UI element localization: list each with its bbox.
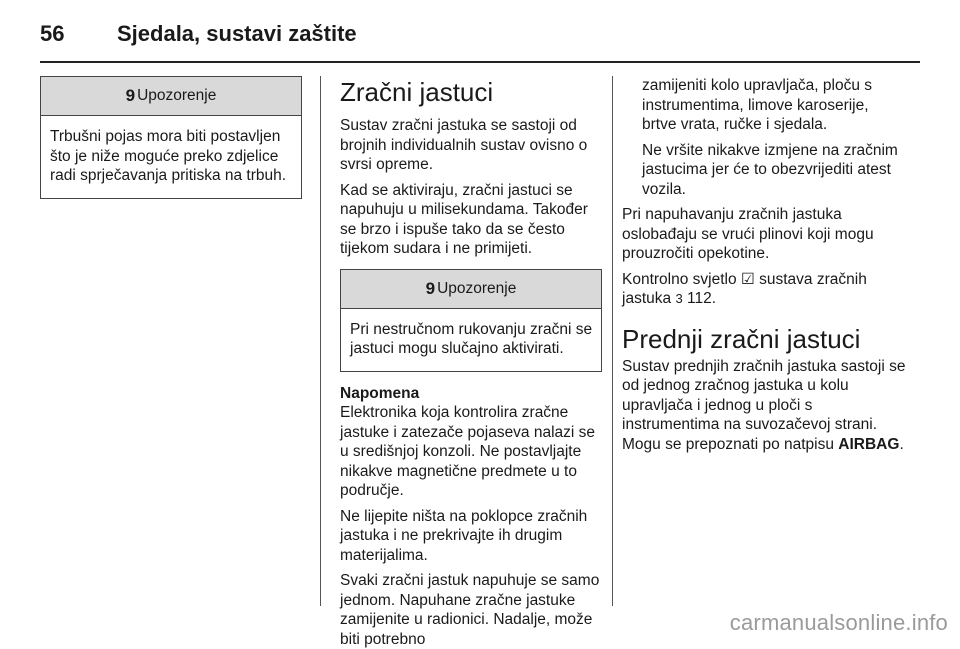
paragraph: Kad se aktiviraju, zračni jastuci se napuhuju u milisekundama. Također se brzo i ispuše tako da se često tijekom sudara i ne primijeti. [340, 181, 588, 257]
paragraph: Sustav zračni jastuka se sastoji od brojnih individualnih sustav ovisno o svrsi opreme. [340, 117, 588, 173]
warning-title: Upozorenje [437, 279, 517, 297]
page-number: 56 [40, 21, 65, 46]
column-1 [40, 76, 302, 199]
note-continuation: Ne vršite nikakve izmjene na zračnim jastucima jer će to obezvrijediti atest vozila. [642, 141, 898, 198]
warning-box-belt [40, 76, 302, 199]
page-reference-icon: 3 [675, 291, 683, 306]
warning-icon: 9 [125, 86, 136, 106]
paragraph: Sustav prednjih zračnih jastuka sastoji se od jednog zračnog jastuka u kolu upravljača i jednog u ploči s instrumentima na suvozačevoj strani. Mogu se prepoznati po natpisu AIRBAG. [622, 357, 906, 453]
warning-header [41, 77, 301, 116]
paragraph-control-light: Kontrolno svjetlo ☑ sustava zračnih jastuka 3 112. [622, 270, 867, 307]
note-text: Elektronika koja kontrolira zračne jastuke i zatezače pojaseva nalazi se u središnjoj konzoli. Ne postavljajte nikakve magnetične predmete u to područje. [340, 404, 596, 499]
column-3 [622, 76, 906, 454]
column-divider-2 [612, 76, 613, 606]
header-rule [40, 61, 920, 63]
warning-text: Pri nestručnom rukovanju zračni se jastuci mogu slučajno aktivirati. [350, 320, 593, 357]
warning-text: Trbušni pojas mora biti postavljen što je niže moguće preko zdjelice radi sprječavanja pritiska na trbuh. [50, 128, 287, 184]
airbag-warning-light-icon: ☑ [740, 270, 755, 288]
heading-front-airbags: Prednji zračni jastuci [622, 323, 861, 354]
airbag-label: AIRBAG [838, 435, 900, 453]
paragraph: Pri napuhavanju zračnih jastuka oslobađaju se vrući plinovi koji mogu prouzročiti opekotine. [622, 206, 874, 262]
note-continuation: zamijeniti kolo upravljača, ploču s instrumentima, limove karoserije, brtve vrata, ručke i sjedala. [642, 77, 873, 133]
warning-icon: 9 [425, 278, 436, 298]
warning-box-airbag [340, 269, 602, 372]
column-2 [340, 76, 602, 649]
section-title: Sjedala, sustavi zaštite [117, 21, 357, 46]
page-reference[interactable]: 112. [686, 290, 717, 307]
page-header [40, 14, 920, 54]
note-text: Ne lijepite ništa na poklopce zračnih jastuka i ne prekrivajte ih drugim materijalima. [340, 507, 588, 564]
column-divider-1 [320, 76, 321, 606]
note-title: Napomena [340, 384, 420, 402]
warning-title: Upozorenje [137, 87, 217, 105]
warning-header [341, 270, 601, 309]
heading-airbags: Zračni jastuci [340, 77, 494, 107]
note-text: Svaki zračni jastuk napuhuje se samo jednom. Napuhane zračne jastuke zamijenite u radionici. Nadalje, može biti potrebno [340, 572, 600, 648]
watermark: carmanualsonline.info [729, 610, 948, 635]
